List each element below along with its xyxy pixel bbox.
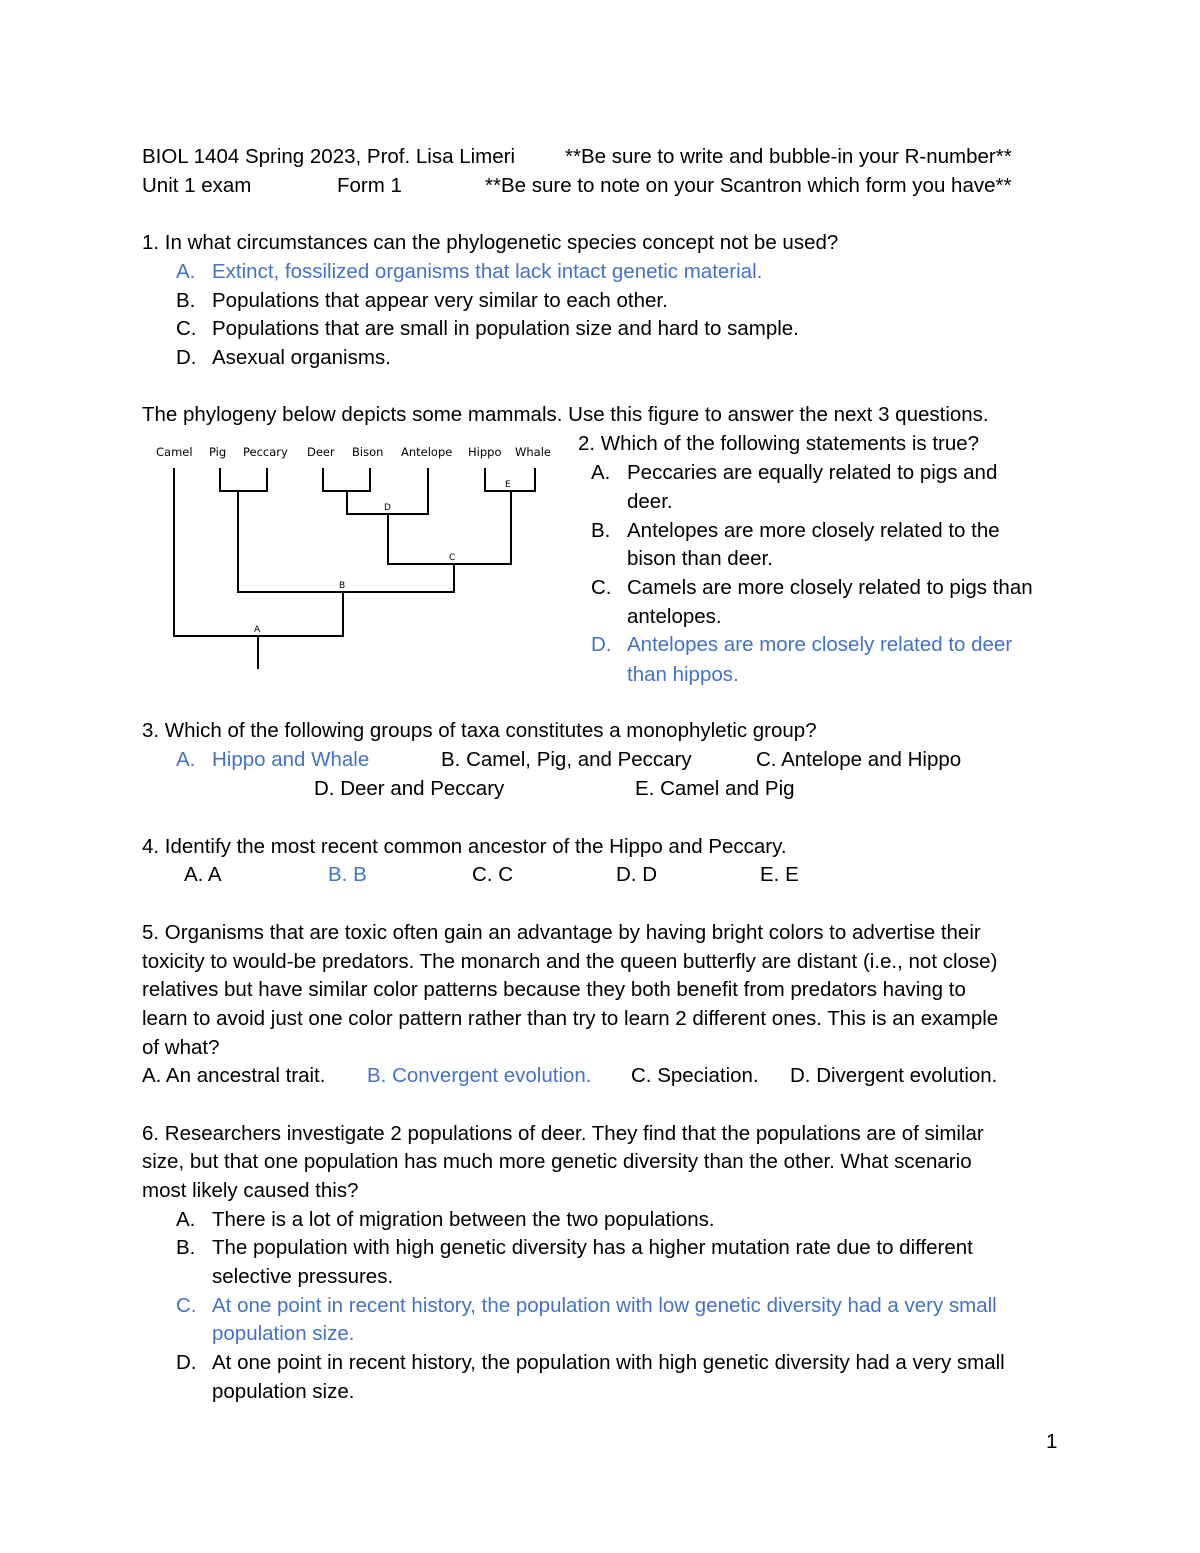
option-text: At one point in recent history, the population with high genetic diversity had a very small	[212, 1351, 1005, 1374]
option-text: Populations that are small in population size and hard to sample.	[212, 317, 799, 340]
q3-option-e: E. Camel and Pig	[635, 777, 795, 800]
q5-option-b: B. Convergent evolution.	[367, 1064, 592, 1087]
option-label: B.	[176, 1236, 196, 1259]
node-label-b: B	[339, 581, 346, 591]
q6-option-c	[176, 1294, 997, 1318]
taxon-bison: Bison	[352, 445, 384, 459]
node-label-d: D	[384, 503, 391, 513]
q1-option-a	[176, 260, 762, 284]
course-title: BIOL 1404 Spring 2023, Prof. Lisa Limeri	[142, 145, 516, 168]
q4-option-e: E. E	[760, 863, 799, 886]
q5-stem-line: of what?	[142, 1036, 220, 1059]
q6-option-a	[176, 1208, 715, 1232]
option-label: D.	[176, 346, 197, 369]
q2-stem: 2. Which of the following statements is true?	[578, 432, 980, 455]
q6-option-b-cont: selective pressures.	[212, 1265, 394, 1288]
option-label: C.	[176, 1294, 197, 1317]
q6-option-d-cont: population size.	[212, 1380, 355, 1403]
option-label: B.	[591, 519, 611, 542]
unit-label: Unit 1 exam	[142, 174, 252, 197]
taxon-camel: Camel	[156, 445, 193, 459]
q4-option-a: A. A	[184, 863, 222, 886]
q1-option-d	[176, 346, 391, 370]
q3-option-b: B. Camel, Pig, and Peccary	[441, 748, 692, 771]
q5-stem-line: learn to avoid just one color pattern rather than try to learn 2 different ones. This is an example	[142, 1007, 999, 1030]
q3-option-a	[176, 748, 369, 772]
q2-option-d-cont: than hippos.	[627, 663, 739, 686]
taxon-antelope: Antelope	[401, 445, 453, 459]
q2-option-c-cont: antelopes.	[627, 605, 722, 628]
r-number-note: **Be sure to write and bubble-in your R-number**	[565, 145, 1012, 168]
q6-option-c-cont: population size.	[212, 1322, 355, 1345]
form-label: Form 1	[337, 174, 402, 197]
q5-stem-line: toxicity to would-be predators. The monarch and the queen butterfly are distant (i.e., not close)	[142, 950, 998, 973]
phylogenetic-tree	[150, 436, 570, 676]
node-label-a: A	[254, 625, 261, 635]
q5-option-c: C. Speciation.	[631, 1064, 759, 1087]
q2-option-a-cont: deer.	[627, 490, 673, 513]
option-label: A.	[176, 748, 196, 771]
option-text: Antelopes are more closely related to the	[627, 519, 1000, 542]
scantron-note: **Be sure to note on your Scantron which form you have**	[485, 174, 1012, 197]
q4-option-d: D. D	[616, 863, 657, 886]
option-text: The population with high genetic diversity has a higher mutation rate due to different	[212, 1236, 973, 1259]
taxon-pig: Pig	[209, 445, 227, 459]
q2-option-d	[591, 633, 1012, 657]
taxon-whale: Whale	[515, 445, 551, 459]
option-text: Populations that appear very similar to each other.	[212, 289, 668, 312]
option-label: C.	[591, 576, 612, 599]
q6-stem-line: size, but that one population has much more genetic diversity than the other. What scenario	[142, 1150, 972, 1173]
q6-option-d	[176, 1351, 1005, 1375]
q2-option-b	[591, 519, 1000, 543]
q4-stem: 4. Identify the most recent common ancestor of the Hippo and Peccary.	[142, 835, 787, 858]
q3-stem: 3. Which of the following groups of taxa constitutes a monophyletic group?	[142, 719, 817, 742]
q1-option-c	[176, 317, 799, 341]
q1-option-b	[176, 289, 668, 313]
option-label: B.	[176, 289, 196, 312]
option-text: Hippo and Whale	[212, 748, 370, 771]
option-text: At one point in recent history, the population with low genetic diversity had a very small	[212, 1294, 997, 1317]
q6-stem-line: most likely caused this?	[142, 1179, 359, 1202]
phylogeny-intro: The phylogeny below depicts some mammals. Use this figure to answer the next 3 questions.	[142, 403, 989, 426]
q5-option-a: A. An ancestral trait.	[142, 1064, 326, 1087]
q3-option-c: C. Antelope and Hippo	[756, 748, 962, 771]
node-label-e: E	[505, 480, 511, 490]
option-text: Camels are more closely related to pigs than	[627, 576, 1033, 599]
option-label: A.	[591, 461, 611, 484]
option-label: D.	[591, 633, 612, 656]
q1-stem: 1. In what circumstances can the phylogenetic species concept not be used?	[142, 231, 839, 254]
q3-option-d: D. Deer and Peccary	[314, 777, 505, 800]
option-label: D.	[176, 1351, 197, 1374]
option-text: Antelopes are more closely related to deer	[627, 633, 1013, 656]
node-label-c: C	[449, 553, 456, 563]
q2-option-a	[591, 461, 997, 485]
q5-option-d: D. Divergent evolution.	[790, 1064, 998, 1087]
option-label: A.	[176, 1208, 196, 1231]
option-text: Asexual organisms.	[212, 346, 391, 369]
taxon-deer: Deer	[307, 445, 335, 459]
option-label: C.	[176, 317, 197, 340]
q4-option-c: C. C	[472, 863, 513, 886]
q4-option-b: B. B	[328, 863, 367, 886]
q5-stem-line: 5. Organisms that are toxic often gain an advantage by having bright colors to advertise their	[142, 921, 981, 944]
taxon-peccary: Peccary	[243, 445, 288, 459]
option-text: Extinct, fossilized organisms that lack intact genetic material.	[212, 260, 763, 283]
option-text: Peccaries are equally related to pigs and	[627, 461, 998, 484]
option-label: A.	[176, 260, 196, 283]
option-text: There is a lot of migration between the two populations.	[212, 1208, 715, 1231]
q2-option-c	[591, 576, 1033, 600]
q2-option-b-cont: bison than deer.	[627, 547, 773, 570]
page-number: 1	[1046, 1430, 1058, 1453]
q6-option-b	[176, 1236, 973, 1260]
q5-stem-line: relatives but have similar color patterns because they both benefit from predators having to	[142, 978, 966, 1001]
q6-stem-line: 6. Researchers investigate 2 populations of deer. They find that the populations are of similar	[142, 1122, 984, 1145]
taxon-hippo: Hippo	[468, 445, 502, 459]
